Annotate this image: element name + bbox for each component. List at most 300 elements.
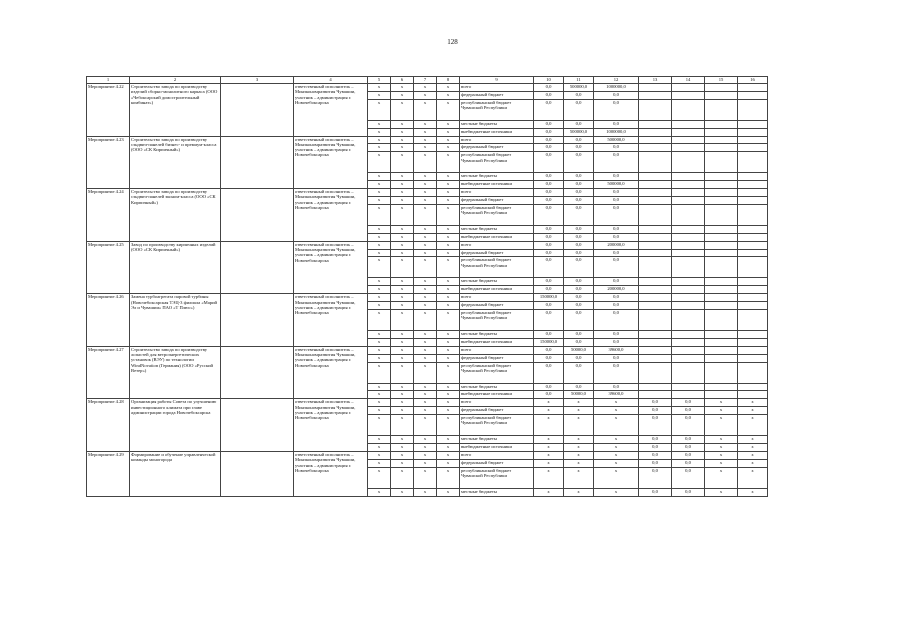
value-cell-10: x <box>534 407 564 415</box>
value-cell-11: 0,0 <box>564 310 594 331</box>
value-cell-16 <box>738 338 768 346</box>
value-cell-12: 0,0 <box>594 257 639 278</box>
code-cell-8: x <box>437 84 460 92</box>
measure-title: Замена турбоагрегата паровой турбины (Новочебоксарская ТЭЦ-3 филиала «Марий Эл и Чувашии» ПАО «Т Плюс») <box>130 294 221 347</box>
value-cell-11: 50000,0 <box>564 391 594 399</box>
value-cell-12: 0,0 <box>594 310 639 331</box>
value-cell-16: x <box>738 467 768 488</box>
code-cell-5: x <box>368 354 391 362</box>
value-cell-14 <box>672 286 705 294</box>
value-cell-12: 1000000,0 <box>594 128 639 136</box>
funding-source: федеральный бюджет <box>460 302 534 310</box>
value-cell-15 <box>705 173 738 181</box>
code-cell-6: x <box>391 152 414 173</box>
value-cell-14 <box>672 225 705 233</box>
measure-title: Строительство завода по производству изделий сборно-монолитного каркаса (ООО «Чебоксарский домостроительный комбинат») <box>130 84 221 137</box>
value-cell-14: 0,0 <box>672 451 705 459</box>
measure-title: Организация работы Совета по улучшению инвестиционного климата при главе администрации города Новочебоксарска <box>130 399 221 452</box>
value-cell-16 <box>738 354 768 362</box>
value-cell-10: 0,0 <box>534 331 564 339</box>
value-cell-13 <box>639 189 672 197</box>
value-cell-13: 0,0 <box>639 467 672 488</box>
header-cell-15: 15 <box>705 77 738 84</box>
code-cell-6: x <box>391 444 414 452</box>
code-cell-8: x <box>437 310 460 331</box>
code-cell-5: x <box>368 436 391 444</box>
code-cell-7: x <box>414 204 437 225</box>
code-cell-8: x <box>437 362 460 383</box>
value-cell-11: 0,0 <box>564 241 594 249</box>
value-cell-11: 0,0 <box>564 294 594 302</box>
code-cell-7: x <box>414 331 437 339</box>
code-cell-7: x <box>414 136 437 144</box>
value-cell-15 <box>705 136 738 144</box>
value-cell-14 <box>672 91 705 99</box>
measure-title: Строительство завода по производству лопастей для ветроэнергетических установок (ВЭУ) по технологии WindNovation (Германия) (ООО «Русский Ветер») <box>130 346 221 399</box>
value-cell-10: x <box>534 399 564 407</box>
code-cell-5: x <box>368 189 391 197</box>
value-cell-13 <box>639 354 672 362</box>
value-cell-13 <box>639 204 672 225</box>
code-cell-5: x <box>368 451 391 459</box>
value-cell-10: 0,0 <box>534 136 564 144</box>
value-cell-16: x <box>738 436 768 444</box>
value-cell-11: x <box>564 451 594 459</box>
value-cell-16 <box>738 346 768 354</box>
funding-source: республиканский бюджет Чувашской Республики <box>460 467 534 488</box>
value-cell-13 <box>639 362 672 383</box>
measure-id: Мероприятие 4.22 <box>87 84 130 137</box>
value-cell-12: 1000000,0 <box>594 84 639 92</box>
value-cell-10: 0,0 <box>534 99 564 120</box>
value-cell-10: 0,0 <box>534 286 564 294</box>
code-cell-6: x <box>391 241 414 249</box>
header-cell-16: 16 <box>738 77 768 84</box>
code-cell-8: x <box>437 444 460 452</box>
value-cell-15 <box>705 294 738 302</box>
funding-source: республиканский бюджет Чувашской Республики <box>460 152 534 173</box>
code-cell-6: x <box>391 173 414 181</box>
funding-source: всего <box>460 84 534 92</box>
value-cell-10: x <box>534 436 564 444</box>
value-cell-15 <box>705 278 738 286</box>
funding-source: местные бюджеты <box>460 173 534 181</box>
code-cell-7: x <box>414 436 437 444</box>
funding-source: федеральный бюджет <box>460 407 534 415</box>
value-cell-15 <box>705 120 738 128</box>
value-cell-10: 0,0 <box>534 383 564 391</box>
code-cell-6: x <box>391 415 414 436</box>
value-cell-16: x <box>738 399 768 407</box>
value-cell-16 <box>738 181 768 189</box>
value-cell-14 <box>672 383 705 391</box>
value-cell-14 <box>672 204 705 225</box>
value-cell-16 <box>738 257 768 278</box>
funding-source: республиканский бюджет Чувашской Республики <box>460 362 534 383</box>
code-cell-5: x <box>368 136 391 144</box>
value-cell-11: 0,0 <box>564 99 594 120</box>
value-cell-14 <box>672 197 705 205</box>
value-cell-10: 0,0 <box>534 120 564 128</box>
code-cell-6: x <box>391 467 414 488</box>
code-cell-5: x <box>368 204 391 225</box>
funding-source: внебюджетные источники <box>460 128 534 136</box>
value-cell-13 <box>639 278 672 286</box>
code-cell-5: x <box>368 294 391 302</box>
value-cell-15 <box>705 249 738 257</box>
value-cell-15 <box>705 354 738 362</box>
value-cell-11: 0,0 <box>564 91 594 99</box>
value-cell-13 <box>639 84 672 92</box>
funding-source: республиканский бюджет Чувашской Республики <box>460 99 534 120</box>
value-cell-11: 500000,0 <box>564 84 594 92</box>
value-cell-12: 0,0 <box>594 331 639 339</box>
value-cell-16 <box>738 286 768 294</box>
measure-executor: ответственный исполнитель – Минэкономразвития Чувашии, участник – администрация г. Новочебоксарска <box>294 451 368 496</box>
value-cell-15 <box>705 391 738 399</box>
funding-source: федеральный бюджет <box>460 91 534 99</box>
value-cell-15: x <box>705 415 738 436</box>
code-cell-8: x <box>437 436 460 444</box>
code-cell-7: x <box>414 225 437 233</box>
value-cell-13 <box>639 233 672 241</box>
code-cell-7: x <box>414 310 437 331</box>
value-cell-14: 0,0 <box>672 407 705 415</box>
value-cell-15 <box>705 233 738 241</box>
value-cell-13: 0,0 <box>639 459 672 467</box>
code-cell-5: x <box>368 181 391 189</box>
value-cell-10: 0,0 <box>534 354 564 362</box>
measure-col3 <box>221 294 294 347</box>
value-cell-13 <box>639 346 672 354</box>
value-cell-14: 0,0 <box>672 488 705 496</box>
value-cell-10: 0,0 <box>534 249 564 257</box>
value-cell-15 <box>705 310 738 331</box>
code-cell-5: x <box>368 459 391 467</box>
value-cell-15 <box>705 338 738 346</box>
value-cell-10: 0,0 <box>534 91 564 99</box>
code-cell-5: x <box>368 338 391 346</box>
header-cell-1: 1 <box>87 77 130 84</box>
code-cell-7: x <box>414 383 437 391</box>
value-cell-11: 500000,0 <box>564 128 594 136</box>
value-cell-10: 0,0 <box>534 233 564 241</box>
value-cell-10: 0,0 <box>534 257 564 278</box>
value-cell-16 <box>738 152 768 173</box>
measure-id: Мероприятие 4.24 <box>87 189 130 242</box>
code-cell-7: x <box>414 415 437 436</box>
code-cell-7: x <box>414 99 437 120</box>
code-cell-6: x <box>391 331 414 339</box>
value-cell-11: 0,0 <box>564 278 594 286</box>
value-cell-11: x <box>564 436 594 444</box>
value-cell-11: 0,0 <box>564 144 594 152</box>
value-cell-15 <box>705 346 738 354</box>
funding-source: федеральный бюджет <box>460 197 534 205</box>
code-cell-5: x <box>368 120 391 128</box>
value-cell-11: x <box>564 467 594 488</box>
code-cell-8: x <box>437 181 460 189</box>
code-cell-7: x <box>414 120 437 128</box>
code-cell-8: x <box>437 286 460 294</box>
code-cell-7: x <box>414 346 437 354</box>
value-cell-16 <box>738 136 768 144</box>
value-cell-14 <box>672 233 705 241</box>
value-cell-16 <box>738 173 768 181</box>
funding-source: всего <box>460 294 534 302</box>
value-cell-12: 0,0 <box>594 362 639 383</box>
value-cell-14 <box>672 189 705 197</box>
measure-id: Мероприятие 4.26 <box>87 294 130 347</box>
value-cell-15 <box>705 204 738 225</box>
value-cell-16 <box>738 84 768 92</box>
code-cell-8: x <box>437 459 460 467</box>
value-cell-15: x <box>705 459 738 467</box>
value-cell-12: x <box>594 451 639 459</box>
code-cell-8: x <box>437 354 460 362</box>
value-cell-14: 0,0 <box>672 444 705 452</box>
measure-executor: ответственный исполнитель – Минэкономразвития Чувашии, участник – администрация г. Новочебоксарска <box>294 241 368 294</box>
value-cell-16 <box>738 241 768 249</box>
value-cell-11: 0,0 <box>564 233 594 241</box>
code-cell-5: x <box>368 310 391 331</box>
measure-executor: ответственный исполнитель – Минэкономразвития Чувашии, участник – администрация г. Новочебоксарска <box>294 189 368 242</box>
value-cell-12: 0,0 <box>594 233 639 241</box>
value-cell-13 <box>639 136 672 144</box>
code-cell-6: x <box>391 136 414 144</box>
value-cell-13: 0,0 <box>639 399 672 407</box>
value-cell-12: x <box>594 488 639 496</box>
value-cell-12: x <box>594 407 639 415</box>
value-cell-12: x <box>594 459 639 467</box>
code-cell-7: x <box>414 488 437 496</box>
code-cell-6: x <box>391 459 414 467</box>
code-cell-5: x <box>368 286 391 294</box>
value-cell-13 <box>639 241 672 249</box>
value-cell-14: 0,0 <box>672 399 705 407</box>
value-cell-11: 0,0 <box>564 181 594 189</box>
funding-source: внебюджетные источники <box>460 391 534 399</box>
code-cell-5: x <box>368 444 391 452</box>
code-cell-7: x <box>414 286 437 294</box>
value-cell-11: 0,0 <box>564 302 594 310</box>
value-cell-13 <box>639 249 672 257</box>
value-cell-15: x <box>705 444 738 452</box>
header-cell-2: 2 <box>130 77 221 84</box>
value-cell-11: 0,0 <box>564 204 594 225</box>
code-cell-6: x <box>391 84 414 92</box>
value-cell-12: 0,0 <box>594 204 639 225</box>
header-cell-14: 14 <box>672 77 705 84</box>
code-cell-5: x <box>368 197 391 205</box>
value-cell-12: x <box>594 444 639 452</box>
value-cell-11: 0,0 <box>564 120 594 128</box>
value-cell-15 <box>705 91 738 99</box>
value-cell-15: x <box>705 467 738 488</box>
value-cell-11: 0,0 <box>564 383 594 391</box>
code-cell-8: x <box>437 128 460 136</box>
code-cell-6: x <box>391 407 414 415</box>
table-row <box>87 241 768 249</box>
value-cell-11: x <box>564 444 594 452</box>
value-cell-16 <box>738 310 768 331</box>
value-cell-16 <box>738 233 768 241</box>
value-cell-12: 0,0 <box>594 383 639 391</box>
code-cell-6: x <box>391 294 414 302</box>
funding-source: местные бюджеты <box>460 383 534 391</box>
funding-source: федеральный бюджет <box>460 354 534 362</box>
value-cell-11: x <box>564 488 594 496</box>
value-cell-14 <box>672 249 705 257</box>
measure-col3 <box>221 241 294 294</box>
value-cell-15: x <box>705 399 738 407</box>
value-cell-13 <box>639 197 672 205</box>
value-cell-14 <box>672 181 705 189</box>
value-cell-12: 500000,0 <box>594 181 639 189</box>
value-cell-13 <box>639 338 672 346</box>
value-cell-15 <box>705 128 738 136</box>
value-cell-14 <box>672 84 705 92</box>
value-cell-14 <box>672 294 705 302</box>
value-cell-11: 0,0 <box>564 257 594 278</box>
code-cell-7: x <box>414 391 437 399</box>
value-cell-11: x <box>564 399 594 407</box>
value-cell-16 <box>738 189 768 197</box>
code-cell-8: x <box>437 249 460 257</box>
value-cell-16: x <box>738 415 768 436</box>
value-cell-13 <box>639 99 672 120</box>
value-cell-11: 0,0 <box>564 136 594 144</box>
value-cell-12: 0,0 <box>594 99 639 120</box>
value-cell-10: 0,0 <box>534 225 564 233</box>
code-cell-8: x <box>437 488 460 496</box>
code-cell-5: x <box>368 128 391 136</box>
funding-source: местные бюджеты <box>460 331 534 339</box>
measure-col3 <box>221 189 294 242</box>
value-cell-14 <box>672 257 705 278</box>
code-cell-5: x <box>368 331 391 339</box>
measure-col3 <box>221 136 294 189</box>
value-cell-14 <box>672 354 705 362</box>
code-cell-7: x <box>414 197 437 205</box>
value-cell-14 <box>672 120 705 128</box>
value-cell-14 <box>672 302 705 310</box>
value-cell-13 <box>639 310 672 331</box>
measure-col3 <box>221 84 294 137</box>
value-cell-13 <box>639 257 672 278</box>
measure-id: Мероприятие 4.28 <box>87 399 130 452</box>
code-cell-8: x <box>437 233 460 241</box>
code-cell-6: x <box>391 233 414 241</box>
value-cell-11: 0,0 <box>564 173 594 181</box>
value-cell-10: x <box>534 415 564 436</box>
value-cell-14 <box>672 241 705 249</box>
page-number: 128 <box>447 38 458 46</box>
value-cell-14 <box>672 362 705 383</box>
value-cell-16 <box>738 99 768 120</box>
code-cell-8: x <box>437 407 460 415</box>
code-cell-5: x <box>368 383 391 391</box>
code-cell-7: x <box>414 451 437 459</box>
code-cell-6: x <box>391 286 414 294</box>
code-cell-7: x <box>414 181 437 189</box>
code-cell-8: x <box>437 241 460 249</box>
value-cell-16 <box>738 225 768 233</box>
value-cell-11: x <box>564 459 594 467</box>
code-cell-6: x <box>391 362 414 383</box>
measure-title: Завод по производству кирпичных изделий (ООО «СК Кирпичный») <box>130 241 221 294</box>
value-cell-10: 0,0 <box>534 278 564 286</box>
code-cell-6: x <box>391 338 414 346</box>
funding-source: республиканский бюджет Чувашской Республики <box>460 204 534 225</box>
value-cell-16 <box>738 362 768 383</box>
header-cell-7: 7 <box>414 77 437 84</box>
code-cell-7: x <box>414 241 437 249</box>
value-cell-10: 0,0 <box>534 391 564 399</box>
value-cell-11: 0,0 <box>564 249 594 257</box>
code-cell-8: x <box>437 338 460 346</box>
value-cell-16: x <box>738 459 768 467</box>
code-cell-7: x <box>414 233 437 241</box>
code-cell-5: x <box>368 302 391 310</box>
code-cell-5: x <box>368 225 391 233</box>
value-cell-10: x <box>534 467 564 488</box>
funding-source: федеральный бюджет <box>460 459 534 467</box>
value-cell-10: 150000,0 <box>534 338 564 346</box>
value-cell-15: x <box>705 488 738 496</box>
value-cell-11: 50000,0 <box>564 346 594 354</box>
code-cell-8: x <box>437 189 460 197</box>
value-cell-13 <box>639 331 672 339</box>
value-cell-16 <box>738 278 768 286</box>
value-cell-13 <box>639 225 672 233</box>
code-cell-5: x <box>368 249 391 257</box>
value-cell-12: x <box>594 467 639 488</box>
code-cell-6: x <box>391 354 414 362</box>
funding-source: местные бюджеты <box>460 120 534 128</box>
code-cell-7: x <box>414 362 437 383</box>
value-cell-10: 0,0 <box>534 173 564 181</box>
value-cell-15: x <box>705 451 738 459</box>
measure-executor: ответственный исполнитель – Минэкономразвития Чувашии, участник – администрация г. Новочебоксарска <box>294 294 368 347</box>
code-cell-6: x <box>391 436 414 444</box>
value-cell-14 <box>672 152 705 173</box>
value-cell-14 <box>672 136 705 144</box>
measure-title: Строительство завода по производству сэндвич-панелей бизнес- и премиум-класса (ООО «СК Кирпичный») <box>130 136 221 189</box>
measure-id: Мероприятие 4.27 <box>87 346 130 399</box>
code-cell-5: x <box>368 362 391 383</box>
value-cell-10: 0,0 <box>534 302 564 310</box>
code-cell-7: x <box>414 354 437 362</box>
code-cell-5: x <box>368 84 391 92</box>
header-cell-9: 9 <box>460 77 534 84</box>
value-cell-11: 0,0 <box>564 189 594 197</box>
value-cell-16: x <box>738 444 768 452</box>
code-cell-7: x <box>414 144 437 152</box>
funding-source: внебюджетные источники <box>460 233 534 241</box>
value-cell-10: x <box>534 444 564 452</box>
value-cell-10: 0,0 <box>534 362 564 383</box>
value-cell-16: x <box>738 488 768 496</box>
value-cell-12: 500000,0 <box>594 136 639 144</box>
value-cell-12: 0,0 <box>594 120 639 128</box>
code-cell-7: x <box>414 249 437 257</box>
code-cell-7: x <box>414 467 437 488</box>
code-cell-6: x <box>391 391 414 399</box>
value-cell-10: 0,0 <box>534 181 564 189</box>
value-cell-12: 0,0 <box>594 249 639 257</box>
code-cell-6: x <box>391 204 414 225</box>
